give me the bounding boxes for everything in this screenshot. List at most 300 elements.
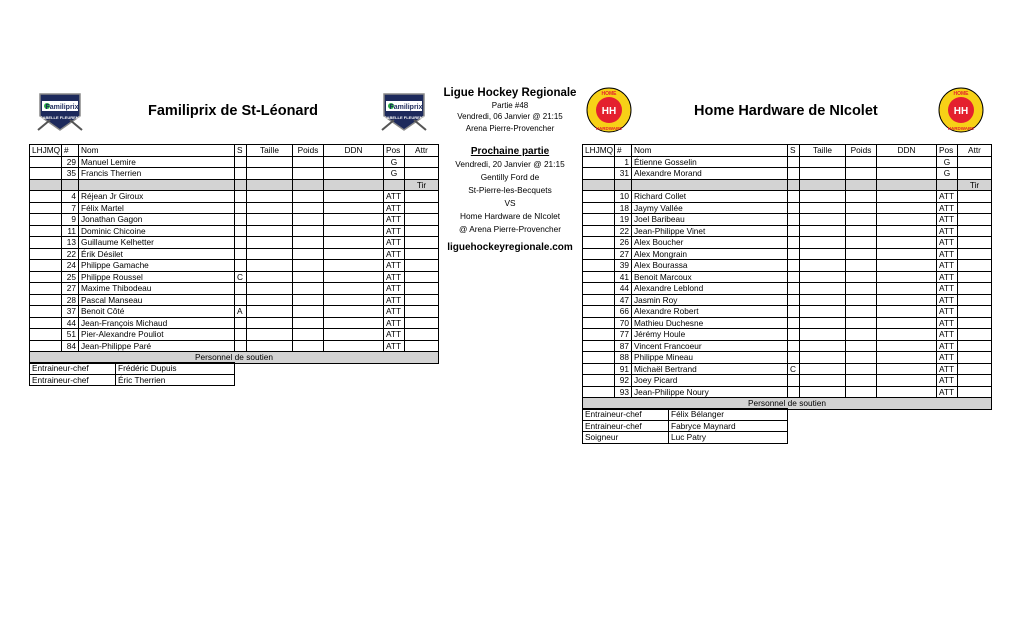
player-number: 7	[62, 202, 79, 214]
player-name: Francis Therrien	[79, 168, 235, 180]
game-venue: Arena Pierre-Provencher	[465, 124, 555, 133]
player-number: 25	[62, 271, 79, 283]
player-attr	[958, 271, 992, 283]
familiprix-logo	[36, 86, 84, 134]
player-name: Alex Bourassa	[632, 260, 788, 272]
column-header-taille: Taille	[800, 145, 846, 157]
player-position: ATT	[384, 225, 405, 237]
player-row	[30, 329, 439, 341]
player-birthdate	[324, 214, 384, 226]
player-number: 29	[62, 156, 79, 168]
player-height	[247, 306, 293, 318]
player-position: ATT	[937, 386, 958, 398]
player-row	[583, 294, 992, 306]
svg-text:Familiprix: Familiprix	[389, 104, 423, 111]
player-row	[30, 317, 439, 329]
column-header-nom: Nom	[79, 145, 235, 157]
lhjmq-cell	[30, 191, 62, 203]
player-birthdate	[324, 317, 384, 329]
player-row	[583, 156, 992, 168]
player-height	[247, 225, 293, 237]
player-row	[30, 202, 439, 214]
column-header-pos: Pos	[384, 145, 405, 157]
player-number: 41	[615, 271, 632, 283]
next-game-line: St-Pierre-les-Becquets	[468, 185, 552, 195]
player-status	[788, 329, 800, 341]
lhjmq-cell	[583, 306, 615, 318]
staff-role: Soigneur	[583, 432, 669, 444]
player-name: Manuel Lemire	[79, 156, 235, 168]
player-status	[788, 386, 800, 398]
player-height	[247, 237, 293, 249]
player-number: 27	[615, 248, 632, 260]
player-name: Pier-Alexandre Pouliot	[79, 329, 235, 341]
player-attr	[405, 248, 439, 260]
staff-role: Entraineur-chef	[583, 409, 669, 421]
player-birthdate	[324, 225, 384, 237]
home-roster-table	[29, 144, 439, 364]
player-name: Alex Mongrain	[632, 248, 788, 260]
svg-text:HOME: HOME	[953, 91, 969, 97]
staff-role: Entraineur-chef	[583, 420, 669, 432]
player-height	[800, 294, 846, 306]
player-name: Benoit Côté	[79, 306, 235, 318]
player-weight	[293, 248, 324, 260]
player-attr	[958, 214, 992, 226]
lhjmq-cell	[30, 306, 62, 318]
grey-cell	[937, 179, 958, 191]
player-weight	[293, 340, 324, 352]
player-position: ATT	[937, 283, 958, 295]
staff-row	[30, 374, 235, 386]
next-game-line: Vendredi, 20 Janvier @ 21:15	[455, 159, 565, 169]
player-attr	[405, 294, 439, 306]
player-status	[788, 271, 800, 283]
svg-text:HARDWARE: HARDWARE	[595, 126, 623, 131]
player-weight	[846, 340, 877, 352]
player-birthdate	[324, 294, 384, 306]
player-number: 22	[615, 225, 632, 237]
column-header-poids: Poids	[293, 145, 324, 157]
player-birthdate	[877, 375, 937, 387]
player-height	[800, 386, 846, 398]
player-attr	[405, 202, 439, 214]
player-birthdate	[324, 237, 384, 249]
game-date: Vendredi, 06 Janvier @ 21:15	[457, 112, 563, 121]
player-number: 70	[615, 317, 632, 329]
player-height	[800, 248, 846, 260]
player-number: 13	[62, 237, 79, 249]
player-status	[235, 248, 247, 260]
player-number: 22	[62, 248, 79, 260]
player-status: A	[235, 306, 247, 318]
player-status	[788, 156, 800, 168]
player-weight	[293, 214, 324, 226]
player-height	[247, 329, 293, 341]
player-birthdate	[877, 386, 937, 398]
lhjmq-cell	[583, 248, 615, 260]
grey-cell	[877, 179, 937, 191]
player-attr	[958, 225, 992, 237]
player-height	[800, 156, 846, 168]
svg-text:ISABELLE FLEURENT: ISABELLE FLEURENT	[382, 115, 426, 120]
player-weight	[846, 317, 877, 329]
player-weight	[293, 283, 324, 295]
player-height	[800, 283, 846, 295]
player-weight	[846, 156, 877, 168]
player-birthdate	[324, 168, 384, 180]
player-birthdate	[324, 248, 384, 260]
player-attr	[958, 168, 992, 180]
player-status	[788, 283, 800, 295]
column-header-poids: Poids	[846, 145, 877, 157]
player-number: 93	[615, 386, 632, 398]
player-status	[235, 329, 247, 341]
player-birthdate	[877, 202, 937, 214]
player-number: 87	[615, 340, 632, 352]
player-name: Alexandre Leblond	[632, 283, 788, 295]
player-number: 9	[62, 214, 79, 226]
player-name: Philippe Roussel	[79, 271, 235, 283]
staff-name: Félix Bélanger	[669, 409, 788, 421]
player-number: 37	[62, 306, 79, 318]
away-staff-table	[582, 408, 788, 444]
player-height	[247, 271, 293, 283]
lhjmq-cell	[30, 340, 62, 352]
column-header-ddn: DDN	[877, 145, 937, 157]
player-number: 10	[615, 191, 632, 203]
support-staff-label: Personnel de soutien	[30, 352, 439, 364]
lhjmq-cell	[30, 156, 62, 168]
next-game-line: Home Hardware de NIcolet	[459, 211, 561, 221]
player-position: ATT	[384, 191, 405, 203]
staff-name: Frédéric Dupuis	[116, 363, 235, 375]
player-status	[788, 237, 800, 249]
player-name: Joel Baribeau	[632, 214, 788, 226]
player-name: Richard Collet	[632, 191, 788, 203]
lhjmq-cell	[583, 202, 615, 214]
player-row	[583, 329, 992, 341]
player-name: Alexandre Morand	[632, 168, 788, 180]
player-status	[788, 352, 800, 364]
player-height	[800, 352, 846, 364]
svg-text:ISABELLE FLEURENT: ISABELLE FLEURENT	[38, 115, 82, 120]
shooting-header-row	[583, 179, 992, 191]
lhjmq-cell	[30, 271, 62, 283]
lhjmq-cell	[583, 386, 615, 398]
player-name: Benoit Marcoux	[632, 271, 788, 283]
player-position: ATT	[384, 202, 405, 214]
player-height	[247, 260, 293, 272]
player-birthdate	[324, 329, 384, 341]
home-hardware-logo	[585, 86, 633, 134]
player-status	[235, 294, 247, 306]
lhjmq-cell	[583, 317, 615, 329]
player-name: Maxime Thibodeau	[79, 283, 235, 295]
player-row	[30, 248, 439, 260]
player-weight	[293, 168, 324, 180]
player-name: Réjean Jr Giroux	[79, 191, 235, 203]
player-number: 91	[615, 363, 632, 375]
lhjmq-cell	[583, 168, 615, 180]
player-row	[30, 283, 439, 295]
player-number: 28	[62, 294, 79, 306]
player-birthdate	[877, 260, 937, 272]
column-header-lhjmq: LHJMQ	[30, 145, 62, 157]
player-position: ATT	[937, 248, 958, 260]
player-position: ATT	[937, 214, 958, 226]
player-attr	[958, 317, 992, 329]
player-name: Jean-Philippe Noury	[632, 386, 788, 398]
player-birthdate	[324, 202, 384, 214]
grey-cell	[324, 179, 384, 191]
column-header-attr: Attr	[958, 145, 992, 157]
player-weight	[846, 214, 877, 226]
player-birthdate	[877, 225, 937, 237]
home-team-name: Familiprix de St-Léonard	[148, 103, 318, 119]
player-weight	[293, 306, 324, 318]
player-height	[800, 237, 846, 249]
player-position: ATT	[384, 340, 405, 352]
player-name: Jaymy Vallée	[632, 202, 788, 214]
next-game-title: Prochaine partie	[470, 146, 550, 157]
grey-cell	[30, 179, 62, 191]
player-status: C	[235, 271, 247, 283]
lhjmq-cell	[30, 294, 62, 306]
away-roster-table	[582, 144, 992, 410]
player-status	[788, 248, 800, 260]
player-attr	[958, 156, 992, 168]
player-row	[583, 214, 992, 226]
lhjmq-cell	[583, 340, 615, 352]
player-position: ATT	[937, 202, 958, 214]
player-height	[800, 202, 846, 214]
game-number: Partie #48	[491, 101, 529, 110]
player-status	[235, 191, 247, 203]
player-weight	[846, 202, 877, 214]
player-weight	[846, 329, 877, 341]
grey-cell	[846, 179, 877, 191]
player-number: 77	[615, 329, 632, 341]
grey-cell	[384, 179, 405, 191]
player-height	[800, 168, 846, 180]
player-attr	[958, 294, 992, 306]
svg-text:HOME: HOME	[601, 91, 617, 97]
grey-cell	[235, 179, 247, 191]
player-position: ATT	[937, 317, 958, 329]
player-status	[235, 202, 247, 214]
player-height	[247, 191, 293, 203]
player-name: Jean-Philippe Vinet	[632, 225, 788, 237]
player-row	[583, 260, 992, 272]
player-row	[583, 352, 992, 364]
player-height	[800, 329, 846, 341]
player-weight	[846, 283, 877, 295]
column-header-s: S	[788, 145, 800, 157]
lhjmq-cell	[583, 329, 615, 341]
player-position: ATT	[937, 271, 958, 283]
player-weight	[293, 156, 324, 168]
player-status	[788, 294, 800, 306]
player-row	[583, 271, 992, 283]
player-name: Érik Désilet	[79, 248, 235, 260]
player-weight	[846, 271, 877, 283]
player-name: Philippe Gamache	[79, 260, 235, 272]
player-row	[583, 168, 992, 180]
column-header-taille: Taille	[247, 145, 293, 157]
player-position: ATT	[384, 214, 405, 226]
player-position: ATT	[384, 283, 405, 295]
player-birthdate	[324, 260, 384, 272]
lhjmq-cell	[583, 260, 615, 272]
player-row	[583, 202, 992, 214]
lhjmq-cell	[583, 352, 615, 364]
player-attr	[405, 191, 439, 203]
player-name: Jean-Philippe Paré	[79, 340, 235, 352]
staff-row	[583, 420, 788, 432]
player-birthdate	[877, 363, 937, 375]
player-attr	[958, 283, 992, 295]
player-row	[583, 283, 992, 295]
column-header-num: #	[62, 145, 79, 157]
player-number: 1	[615, 156, 632, 168]
player-position: ATT	[384, 271, 405, 283]
player-weight	[293, 317, 324, 329]
player-height	[247, 317, 293, 329]
player-position: G	[937, 168, 958, 180]
grey-cell	[800, 179, 846, 191]
player-height	[800, 306, 846, 318]
player-number: 27	[62, 283, 79, 295]
player-birthdate	[877, 168, 937, 180]
player-row	[30, 225, 439, 237]
player-status	[235, 317, 247, 329]
tir-label: Tir	[958, 179, 992, 191]
player-attr	[405, 260, 439, 272]
column-header-attr: Attr	[405, 145, 439, 157]
player-weight	[293, 260, 324, 272]
player-birthdate	[877, 271, 937, 283]
lhjmq-cell	[583, 375, 615, 387]
player-birthdate	[324, 156, 384, 168]
player-attr	[958, 352, 992, 364]
home-staff-table	[29, 362, 235, 386]
player-height	[247, 214, 293, 226]
player-row	[30, 294, 439, 306]
player-weight	[293, 294, 324, 306]
player-attr	[405, 214, 439, 226]
player-status	[788, 340, 800, 352]
player-position: ATT	[937, 260, 958, 272]
player-number: 39	[615, 260, 632, 272]
league-title: Ligue Hockey Regionale	[443, 87, 577, 99]
away-team-name: Home Hardware de NIcolet	[694, 103, 878, 119]
lhjmq-cell	[30, 214, 62, 226]
player-height	[800, 191, 846, 203]
player-birthdate	[324, 191, 384, 203]
grey-cell	[247, 179, 293, 191]
svg-text:Familiprix: Familiprix	[45, 104, 79, 111]
player-name: Guillaume Kelhetter	[79, 237, 235, 249]
lhjmq-cell	[30, 260, 62, 272]
player-birthdate	[877, 317, 937, 329]
player-number: 35	[62, 168, 79, 180]
lhjmq-cell	[583, 283, 615, 295]
player-height	[800, 214, 846, 226]
staff-row	[583, 432, 788, 444]
player-name: Vincent Francoeur	[632, 340, 788, 352]
player-row	[30, 306, 439, 318]
player-height	[247, 248, 293, 260]
staff-name: Luc Patry	[669, 432, 788, 444]
player-number: 47	[615, 294, 632, 306]
player-weight	[846, 352, 877, 364]
player-row	[583, 225, 992, 237]
player-attr	[958, 375, 992, 387]
staff-name: Fabryce Maynard	[669, 420, 788, 432]
player-position: ATT	[384, 248, 405, 260]
player-birthdate	[324, 340, 384, 352]
player-position: ATT	[384, 317, 405, 329]
lhjmq-cell	[583, 237, 615, 249]
lhjmq-cell	[583, 214, 615, 226]
lhjmq-cell	[583, 225, 615, 237]
player-name: Michaël Bertrand	[632, 363, 788, 375]
lhjmq-cell	[30, 329, 62, 341]
lhjmq-cell	[583, 294, 615, 306]
player-attr	[405, 237, 439, 249]
player-name: Mathieu Duchesne	[632, 317, 788, 329]
staff-name: Éric Therrien	[116, 374, 235, 386]
player-row	[583, 248, 992, 260]
player-name: Pascal Manseau	[79, 294, 235, 306]
player-row	[30, 168, 439, 180]
column-header-lhjmq: LHJMQ	[583, 145, 615, 157]
player-status	[788, 375, 800, 387]
player-attr	[405, 168, 439, 180]
player-position: ATT	[937, 225, 958, 237]
support-staff-label: Personnel de soutien	[583, 398, 992, 410]
player-row	[583, 317, 992, 329]
lhjmq-cell	[30, 202, 62, 214]
player-number: 51	[62, 329, 79, 341]
player-position: ATT	[937, 352, 958, 364]
player-status	[788, 317, 800, 329]
player-attr	[958, 202, 992, 214]
player-position: G	[384, 168, 405, 180]
grey-cell	[79, 179, 235, 191]
player-number: 24	[62, 260, 79, 272]
grey-cell	[583, 179, 615, 191]
grey-cell	[62, 179, 79, 191]
svg-text:HH: HH	[953, 106, 969, 117]
player-weight	[846, 260, 877, 272]
player-attr	[405, 156, 439, 168]
player-status	[235, 260, 247, 272]
player-number: 92	[615, 375, 632, 387]
player-status	[788, 168, 800, 180]
player-weight	[846, 168, 877, 180]
familiprix-logo	[380, 86, 428, 134]
player-row	[30, 214, 439, 226]
player-birthdate	[877, 248, 937, 260]
svg-text:HARDWARE: HARDWARE	[947, 126, 975, 131]
lhjmq-cell	[30, 283, 62, 295]
player-name: Philippe Mineau	[632, 352, 788, 364]
player-attr	[405, 283, 439, 295]
player-name: Alex Boucher	[632, 237, 788, 249]
player-number: 88	[615, 352, 632, 364]
